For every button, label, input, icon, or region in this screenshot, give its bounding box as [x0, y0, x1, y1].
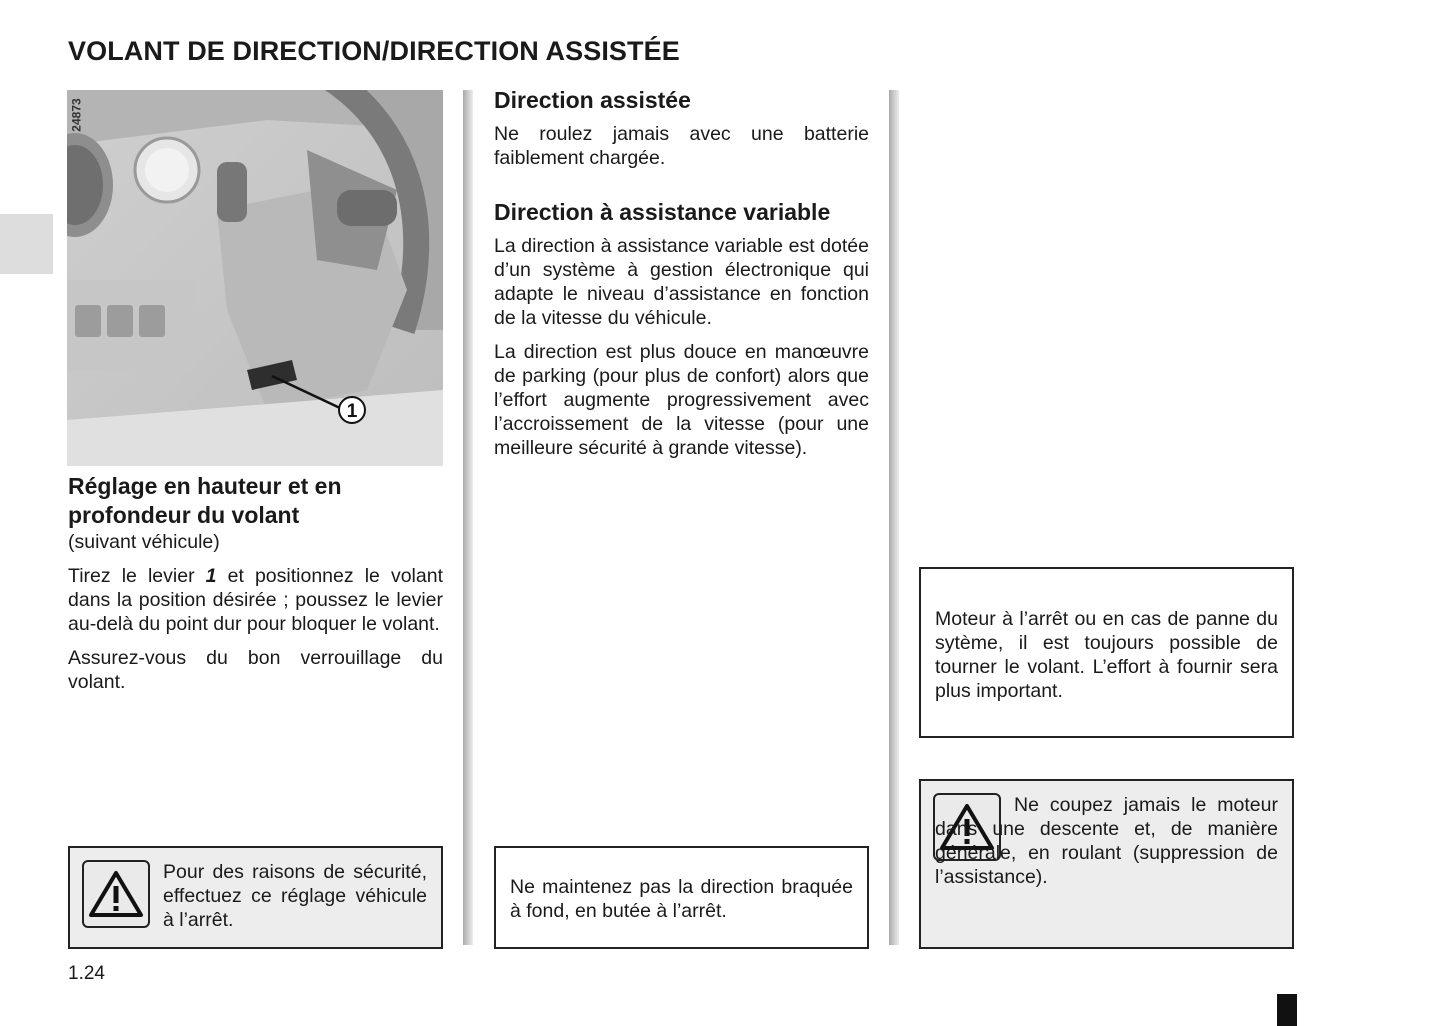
note-box: [494, 846, 869, 949]
section-subheading: (suivant véhicule): [68, 531, 220, 553]
page-title: VOLANT DE DIRECTION/DIRECTION ASSISTÉE: [68, 36, 680, 66]
warning-box: [919, 779, 1294, 949]
figure-reference: 24873: [69, 98, 84, 132]
instruction-paragraph: Tirez le levier 1 et positionnez le volant dans la position désirée ; poussez le levier au-delà du point dur pour bloquer le volant.: [68, 565, 443, 635]
warning-text: Pour des raisons de sécurité, effectuez ce réglage véhicule à l’arrêt.: [163, 861, 427, 931]
steering-column-illustration: [67, 90, 443, 466]
column-divider: [889, 90, 899, 945]
note-text: Ne maintenez pas la direction braquée à fond, en butée à l’arrêt.: [510, 876, 853, 922]
page-number: 1.24: [68, 963, 105, 984]
locking-paragraph: Assurez-vous du bon verrouillage du volant.: [68, 647, 443, 693]
column-divider: [463, 90, 473, 945]
note-box: [919, 567, 1294, 738]
warning-text: Ne coupez jamais le moteur dans une descente et, de manière générale, en roulant (suppression de l’assistance).: [935, 794, 1278, 888]
section-heading: Direction assistée: [494, 87, 691, 113]
paragraph: La direction à assistance variable est dotée d’un système à gestion électronique qui adapte le niveau d’assistance en fonction de la vitesse du véhicule.: [494, 235, 869, 329]
callout-label: 1: [346, 401, 358, 422]
paragraph: Ne roulez jamais avec une batterie faiblement chargée.: [494, 123, 869, 169]
column-1: [68, 472, 443, 694]
warning-box: [68, 846, 443, 949]
column-2: [494, 86, 869, 460]
lever-reference: 1: [205, 565, 217, 587]
paragraph: La direction est plus douce en manœuvre de parking (pour plus de confort) alors que l’effort augmente progressivement avec l’accroissement de la vitesse (pour une meilleure sécurité à grande vitesse).: [494, 341, 869, 459]
warning-triangle-icon: [82, 860, 150, 928]
note-text: Moteur à l’arrêt ou en cas de panne du sytème, il est toujours possible de tourner le volant. L’effort à fournir sera plus important.: [935, 608, 1278, 702]
section-heading: Réglage en hauteur et en profondeur du volant: [68, 473, 342, 528]
section-heading: Direction à assistance variable: [494, 199, 831, 225]
steering-column-photo: [67, 90, 443, 466]
edge-marker: [1277, 994, 1297, 1026]
chapter-tab: [0, 214, 53, 274]
